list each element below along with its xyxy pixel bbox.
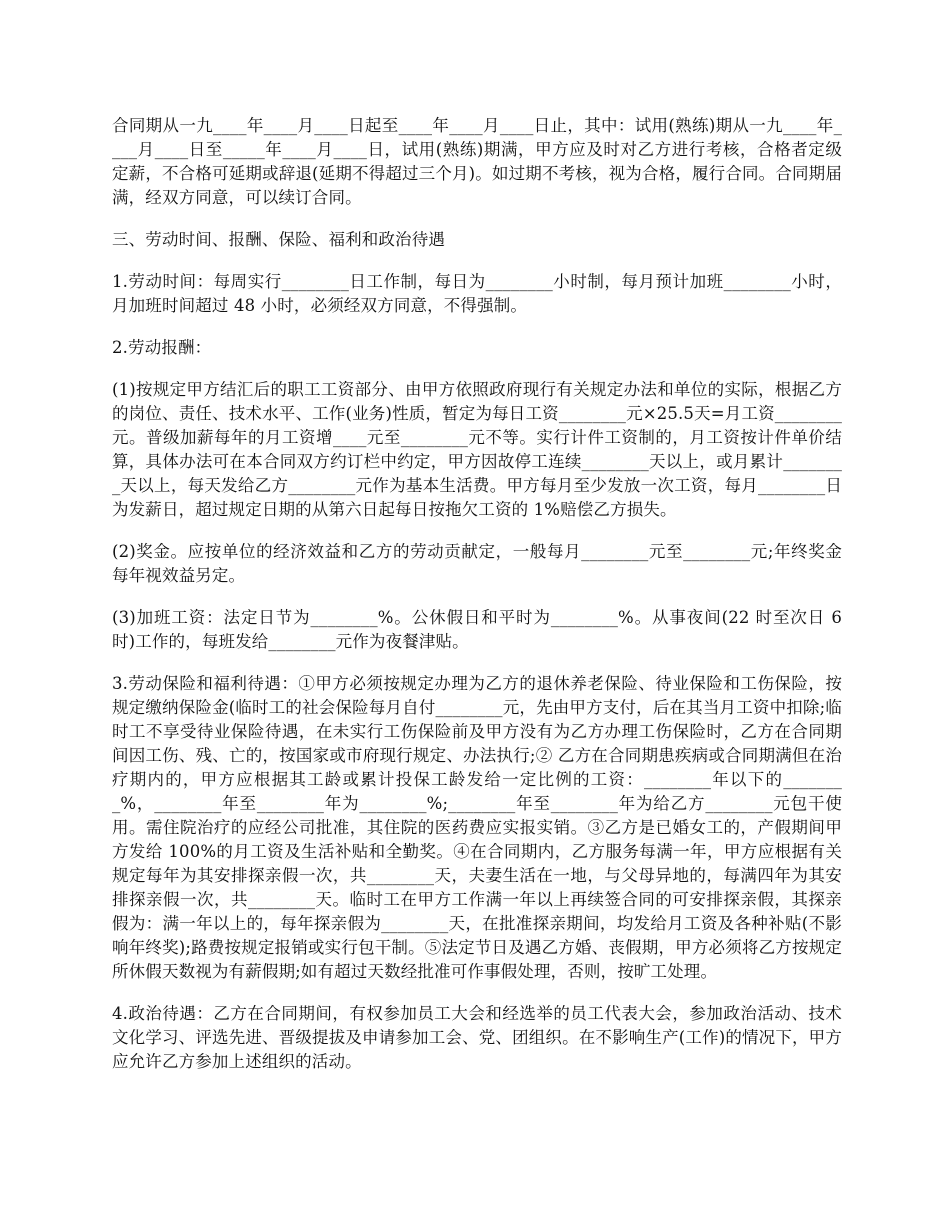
political-treatment-paragraph: 4.政治待遇：乙方在合同期间，有权参加员工大会和经选举的员工代表大会，参加政治活动、技术文化学习、评选先进、晋级提拔及申请参加工会、党、团组织。在不影响生产(工作)的情况下，甲方应允许乙方参加上述组织的活动。 xyxy=(112,1004,842,1071)
document-body xyxy=(112,114,842,1092)
bonus-paragraph: (2)奖金。应按单位的经济效益和乙方的劳动贡献定，一般每月________元至________元;年终奖金每年视效益另定。 xyxy=(112,542,842,585)
overtime-pay-paragraph: (3)加班工资：法定日节为________%。公休假日和平时为________%。从事夜间(22 时至次日 6 时)工作的，每班发给________元作为夜餐津贴。 xyxy=(112,608,842,651)
section-heading-labor-time-pay: 三、劳动时间、报酬、保险、福利和政治待遇 xyxy=(112,230,445,249)
labor-time-paragraph: 1.劳动时间：每周实行________日工作制，每日为________小时制，每月预计加班________小时，月加班时间超过 48 小时，必须经双方同意，不得强制。 xyxy=(112,272,842,315)
labor-pay-heading: 2.劳动报酬： xyxy=(112,338,212,357)
insurance-welfare-paragraph: 3.劳动保险和福利待遇：①甲方必须按规定办理为乙方的退休养老保险、待业保险和工伤保险，按规定缴纳保险金(临时工的社会保险每月自付________元，先由甲方支付，后在其当月工资中扣除;临时工不享受待业保险待遇，在未实行工伤保险前及甲方没有为乙方办理工伤保险时，乙方在合同期间因工伤、残、亡的，按国家或市府现行规定、办法执行;② 乙方在合同期患疾病或合同期满但在治疗期内的，甲方应根据其工龄或累计投保工龄发给一定比例的工资：________年以下的________%，________年至________年为________%;________年至________年为给乙方________元包干使用。需住院治疗的应经公司批准，其住院的医药费应实报实销。③乙方是已婚女工的，产假期间甲方发给 100%的月工资及生活补贴和全勤奖。④在合同期内，乙方服务每满一年，甲方应根据有关规定每年为其安排探亲假一次，共________天，夫妻生活在一地，与父母异地的，每满四年为其安排探亲假一次，共________天。临时工在甲方工作满一年以上再续签合同的可安排探亲假，其探亲假为：满一年以上的，每年探亲假为________天，在批准探亲期间，均发给月工资及各种补贴(不影响年终奖);路费按规定报销或实行包干制。⑤法定节日及遇乙方婚、丧假期，甲方必须将乙方按规定所休假天数视为有薪假期;如有超过天数经批准可作事假处理，否则，按旷工处理。 xyxy=(112,674,842,981)
contract-period-paragraph: 合同期从一九____年____月____日起至____年____月____日止，其中：试用(熟练)期从一九____年____月____日至_____年____月____日，试用(熟练)期满，甲方应及时对乙方进行考核，合格者定级定薪，不合格可延期或辞退(延期不得超过三个月)。如过期不考核，视为合格，履行合同。合同期届满，经双方同意，可以续订合同。 xyxy=(112,116,842,207)
wage-paragraph: (1)按规定甲方结汇后的职工工资部分、由甲方依照政府现行有关规定办法和单位的实际，根据乙方的岗位、责任、技术水平、工作(业务)性质，暂定为每日工资________元×25.5天=月工资________元。普级加薪每年的月工资增____元至________元不等。实行计件工资制的，月工资按计件单价结算，具体办法可在本合同双方约订栏中约定，甲方因故停工连续________天以上，或月累计________天以上，每天发给乙方________元作为基本生活费。甲方每月至少发放一次工资，每月________日为发薪日，超过规定日期的从第六日起每日按拖欠工资的 1%赔偿乙方损失。 xyxy=(112,380,842,519)
